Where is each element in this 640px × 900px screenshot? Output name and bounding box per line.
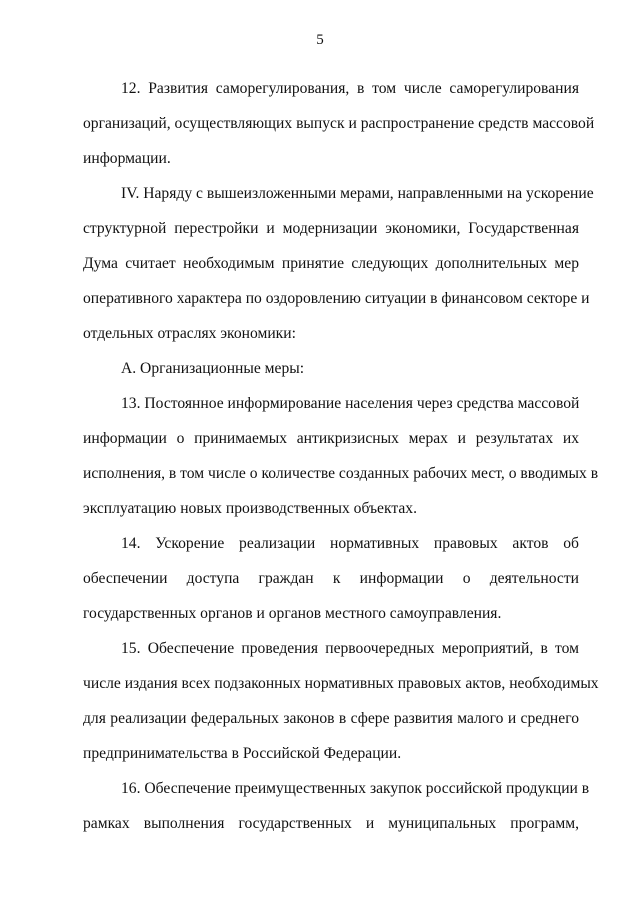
paragraph-16: [83, 771, 590, 841]
paragraph-13: [83, 386, 599, 526]
section-heading-a: [83, 351, 579, 386]
text-line: структурной перестройки и модернизации экономики, Государственная: [83, 220, 579, 237]
paragraph-iv: [83, 176, 594, 351]
text-line: 14. Ускорение реализации нормативных правовых актов об: [121, 535, 579, 552]
paragraph-12: [83, 71, 595, 176]
text-line: 15. Обеспечение проведения первоочередных мероприятий, в том: [121, 640, 579, 657]
text-line: информации.: [83, 150, 171, 167]
text-line: обеспечении доступа граждан к информации о деятельности: [83, 570, 579, 587]
text-line: эксплуатацию новых производственных объектах.: [83, 500, 417, 517]
text-line: оперативного характера по оздоровлению ситуации в финансовом секторе и: [83, 290, 590, 307]
text-line: Дума считает необходимым принятие следующих дополнительных мер: [83, 255, 579, 272]
paragraph-14: [83, 526, 579, 631]
text-line: организаций, осуществляющих выпуск и распространение средств массовой: [83, 115, 595, 132]
text-line: исполнения, в том числе о количестве созданных рабочих мест, о вводимых в: [83, 465, 599, 482]
text-line: предпринимательства в Российской Федерации.: [83, 745, 402, 762]
text-line: для реализации федеральных законов в сфере развития малого и среднего: [83, 710, 579, 727]
text-line: 16. Обеспечение преимущественных закупок российской продукции в: [121, 780, 590, 797]
page-number: 5: [316, 32, 324, 48]
text-line: рамках выполнения государственных и муниципальных программ,: [83, 815, 579, 832]
text-line: информации о принимаемых антикризисных мерах и результатах их: [83, 430, 579, 447]
text-line: числе издания всех подзаконных нормативных правовых актов, необходимых: [83, 675, 599, 692]
paragraph-15: [83, 631, 599, 771]
text-line: 12. Развития саморегулирования, в том числе саморегулирования: [121, 80, 579, 97]
text-line: 13. Постоянное информирование населения через средства массовой: [121, 395, 580, 412]
text-line: отдельных отраслях экономики:: [83, 325, 296, 342]
text-line: IV. Наряду с вышеизложенными мерами, направленными на ускорение: [121, 185, 594, 202]
text-line: А. Организационные меры:: [121, 360, 305, 377]
document-body: [83, 71, 599, 841]
text-line: государственных органов и органов местного самоуправления.: [83, 605, 502, 622]
